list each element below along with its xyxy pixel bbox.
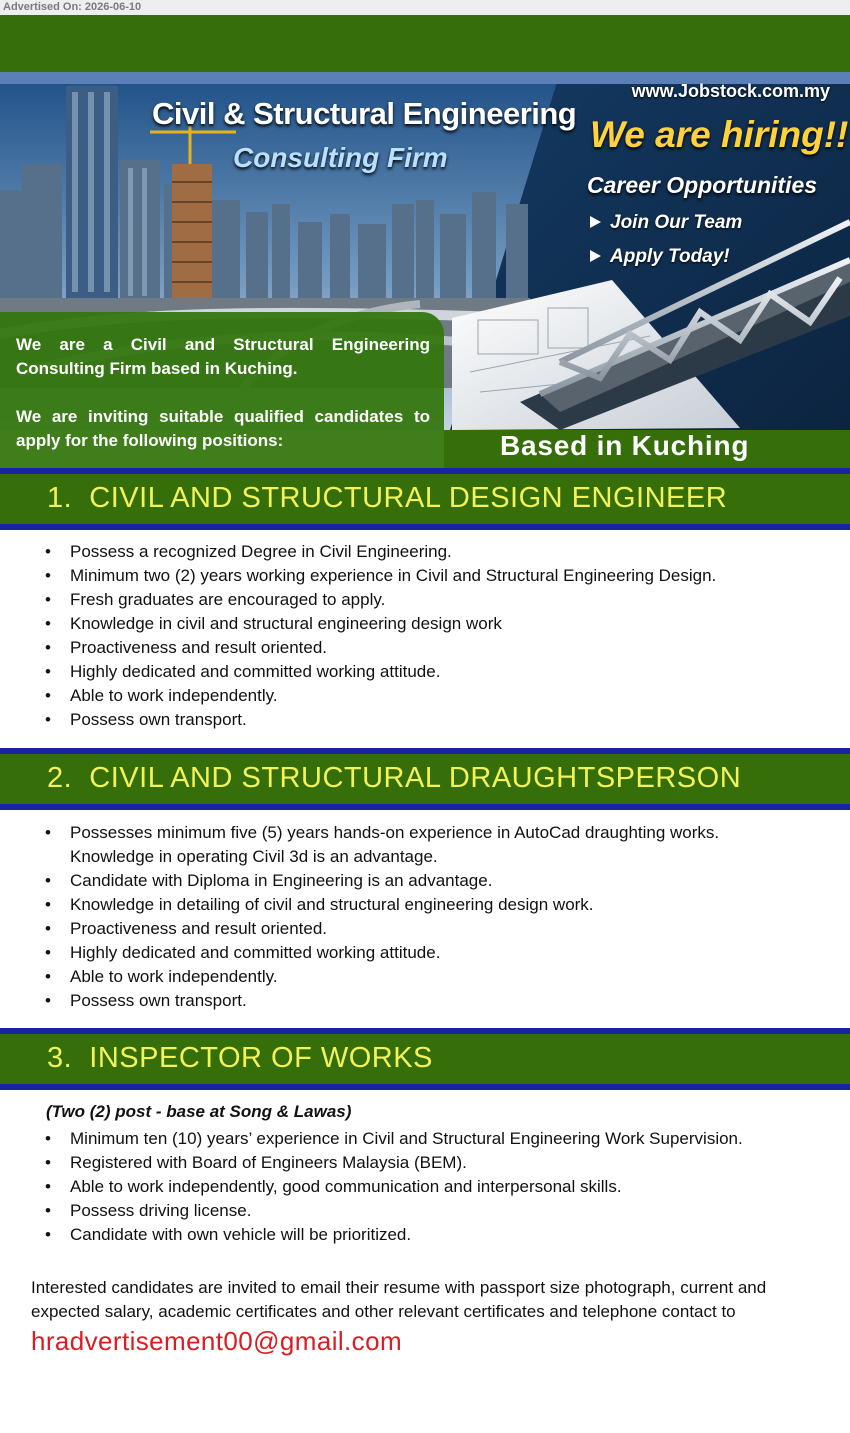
position-heading-bar <box>0 748 850 810</box>
list-item: • Able to work independently. <box>0 684 716 708</box>
list-item: • Minimum two (2) years working experience in Civil and Structural Engineering Design. <box>0 564 716 588</box>
cta-apply-today <box>590 246 730 268</box>
cta-join-our-team <box>590 212 742 234</box>
post-note: (Two (2) post - base at Song & Lawas) <box>46 1102 352 1121</box>
intro-paragraph: We are a Civil and Structural Engineering Consulting Firm based in Kuching. <box>16 335 430 378</box>
list-item: • Able to work independently, good communication and interpersonal skills. <box>0 1175 743 1199</box>
list-item: • Knowledge in detailing of civil and structural engineering design work. <box>0 893 719 917</box>
location-label: Based in Kuching <box>500 430 750 461</box>
play-arrow-icon <box>590 250 601 262</box>
list-item: • Fresh graduates are encouraged to apply. <box>0 588 716 612</box>
application-instructions: Interested candidates are invited to email their resume with passport size photograph, current and expected salary, academic certificates and other relevant certificates and telephone contact to <box>31 1278 767 1321</box>
list-item: • Registered with Board of Engineers Malaysia (BEM). <box>0 1151 743 1175</box>
list-item: • Knowledge in civil and structural engineering design work <box>0 612 716 636</box>
top-green-band <box>0 15 850 72</box>
cta-label: Apply Today! <box>610 246 730 267</box>
hero-subtitle: Consulting Firm <box>233 142 448 173</box>
list-item: • Minimum ten (10) years’ experience in Civil and Structural Engineering Work Supervision. <box>0 1127 743 1151</box>
list-item: • Possess own transport. <box>0 989 719 1013</box>
list-item: • Possess driving license. <box>0 1199 743 1223</box>
intro-paragraph: We are inviting suitable qualified candidates to apply for the following positions: <box>16 407 430 450</box>
advertised-date: Advertised On: 2026-06-10 <box>0 0 850 15</box>
career-opportunities: Career Opportunities <box>587 172 818 198</box>
position-heading-bar <box>0 468 850 530</box>
position-title: 3. INSPECTOR OF WORKS <box>47 1042 433 1074</box>
list-item: • Proactiveness and result oriented. <box>0 917 719 941</box>
requirements-list <box>0 1127 743 1247</box>
hero-title: Civil & Structural Engineering <box>152 96 577 131</box>
list-item: • Highly dedicated and committed working attitude. <box>0 660 716 684</box>
list-item-continuation: Knowledge in operating Civil 3d is an advantage. <box>70 847 438 866</box>
list-item: • Possesses minimum five (5) years hands-on experience in AutoCad draughting works. <box>0 821 719 845</box>
list-item: • Possess a recognized Degree in Civil Engineering. <box>0 540 716 564</box>
position-title: 1. CIVIL AND STRUCTURAL DESIGN ENGINEER <box>47 482 728 514</box>
contact-email[interactable]: hradvertisement00@gmail.com <box>31 1326 403 1356</box>
website-url: www.Jobstock.com.my <box>631 81 830 101</box>
list-item: • Able to work independently. <box>0 965 719 989</box>
requirements-list <box>0 821 719 1013</box>
list-item: • Proactiveness and result oriented. <box>0 636 716 660</box>
list-item: • Candidate with own vehicle will be prioritized. <box>0 1223 743 1247</box>
play-arrow-icon <box>590 216 601 228</box>
list-item: • Highly dedicated and committed working attitude. <box>0 941 719 965</box>
list-item: • Candidate with Diploma in Engineering is an advantage. <box>0 869 719 893</box>
position-heading-bar <box>0 1028 850 1090</box>
hiring-headline: We are hiring!! <box>590 114 849 155</box>
requirements-list <box>0 540 716 732</box>
position-title: 2. CIVIL AND STRUCTURAL DRAUGHTSPERSON <box>47 762 742 794</box>
cta-label: Join Our Team <box>610 212 743 233</box>
list-item: • Possess own transport. <box>0 708 716 732</box>
